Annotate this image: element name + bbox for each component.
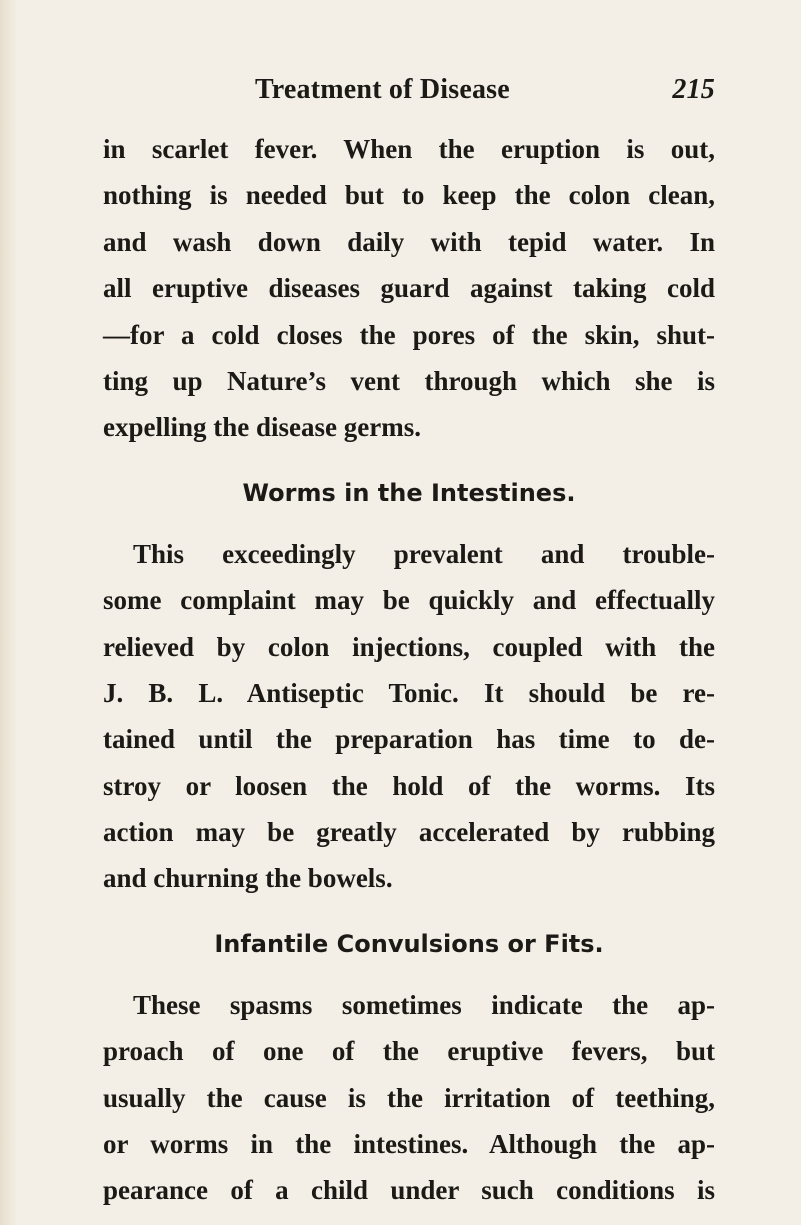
text-line: or worms in the intestines. Although the ap- (103, 1129, 715, 1160)
text-line: proach of one of the eruptive fevers, but (103, 1036, 715, 1067)
text-line: and wash down daily with tepid water. In (103, 226, 715, 257)
text-line: relieved by colon injections, coupled with the (103, 631, 715, 662)
text-line: pearance of a child under such conditions is (103, 1175, 715, 1206)
text-line: all eruptive diseases guard against taking cold (103, 273, 715, 304)
text-line: some complaint may be quickly and effectually (103, 585, 715, 616)
page-number: 215 (672, 74, 715, 105)
section-heading-convulsions: Infantile Convulsions or Fits. (214, 929, 604, 958)
text-line: tained until the preparation has time to de- (103, 724, 715, 755)
text-line: action may be greatly accelerated by rubbing (103, 817, 715, 848)
book-page (103, 0, 715, 1225)
text-line: expelling the disease germs. (103, 412, 421, 443)
text-line: This exceedingly prevalent and trouble- (133, 538, 715, 569)
text-line: —for a cold closes the pores of the skin, shut- (103, 319, 715, 350)
running-title: Treatment of Disease (255, 74, 510, 105)
text-line: stroy or loosen the hold of the worms. Its (103, 770, 715, 801)
text-line: usually the cause is the irritation of teething, (103, 1082, 715, 1113)
section-heading-worms: Worms in the Intestines. (242, 478, 576, 507)
text-line: nothing is needed but to keep the colon clean, (103, 180, 715, 211)
text-line: ting up Nature’s vent through which she is (103, 365, 715, 396)
body-text (103, 126, 715, 1214)
text-line: in scarlet fever. When the eruption is out, (103, 134, 715, 164)
text-line: J. B. L. Antiseptic Tonic. It should be re- (103, 677, 715, 708)
text-line: and churning the bowels. (103, 863, 393, 894)
paragraph-scarlet-fever (103, 126, 715, 451)
page-edge-shadow (0, 0, 18, 1225)
running-header (103, 74, 715, 114)
paragraph-worms (103, 531, 715, 902)
paragraph-convulsions (103, 982, 715, 1214)
text-line: These spasms sometimes indicate the ap- (133, 989, 715, 1020)
